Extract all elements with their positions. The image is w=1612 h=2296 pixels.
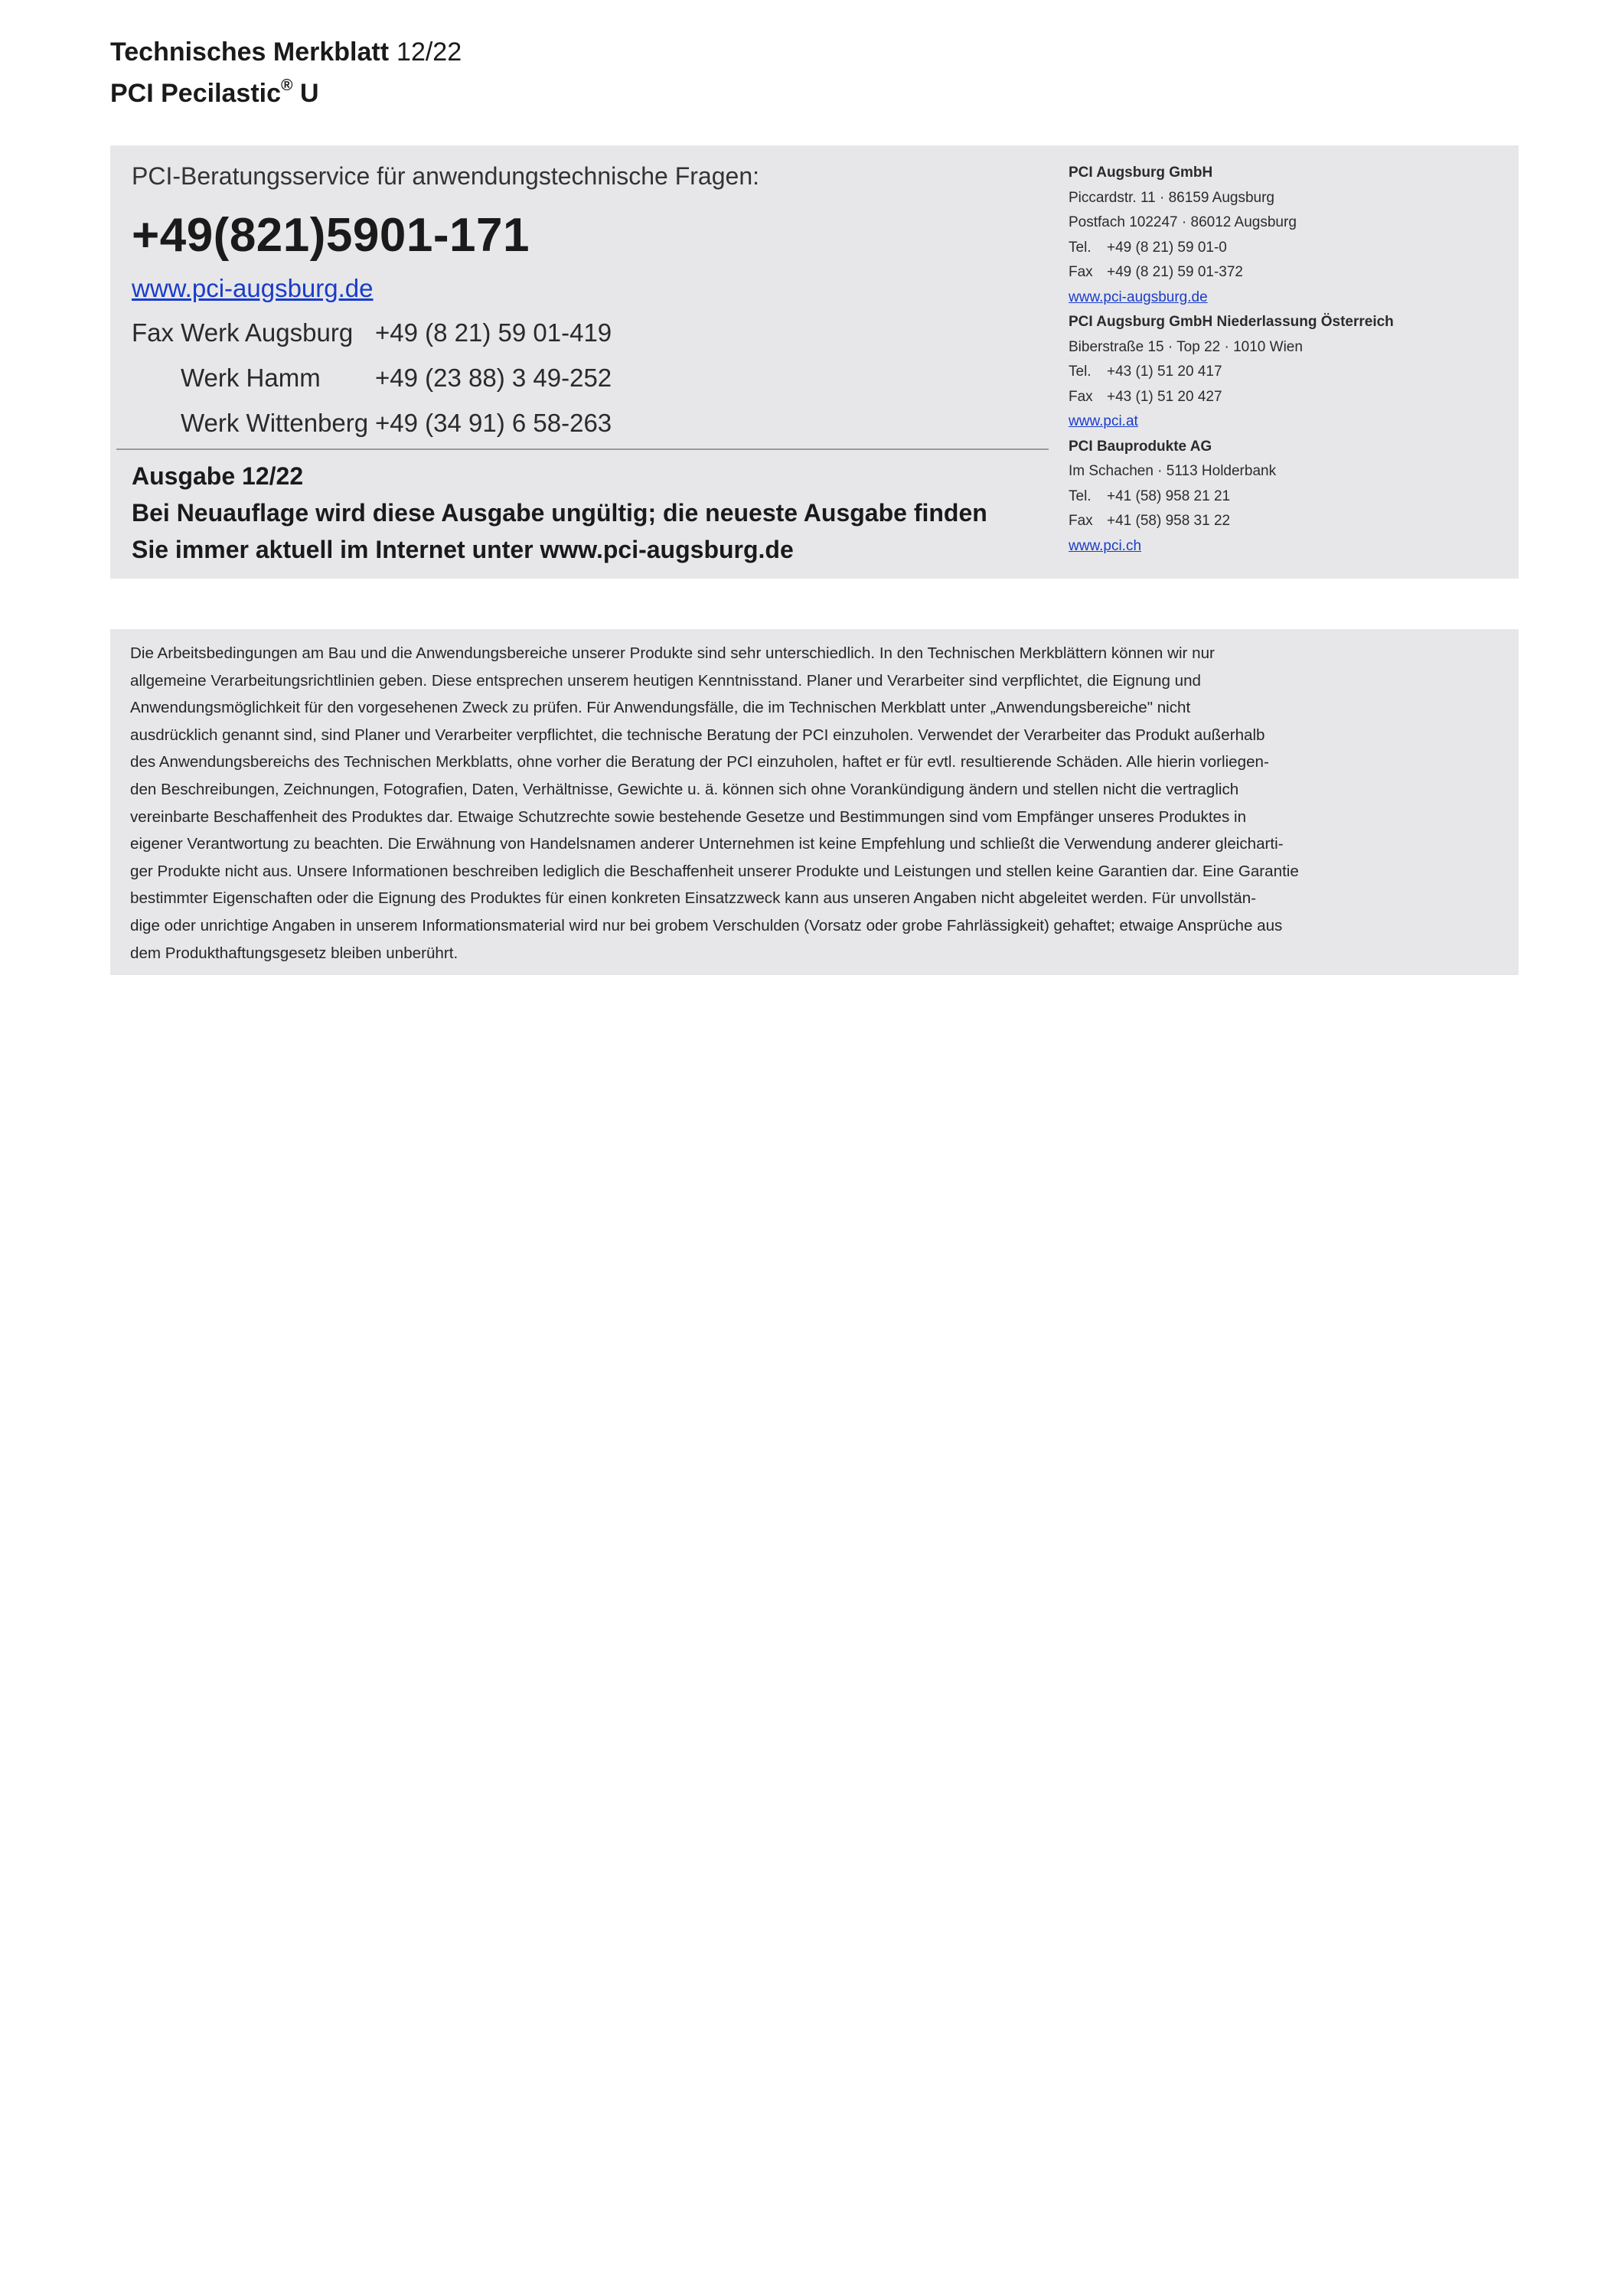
disclaimer-line: ger Produkte nicht aus. Unsere Informationen beschreiben lediglich die Beschaffenheit unserer Produkte und Leistungen und stellen keine Garantien dar. Eine Garantie [130,862,1299,880]
fax-label: Fax [1069,264,1093,280]
fax-label: Fax Werk Augsburg [132,318,354,347]
product-title [110,72,462,115]
website-link[interactable]: www.pci-augsburg.de [132,274,374,302]
registered-mark: ® [281,77,293,94]
disclaimer-line: des Anwendungsbereichs des Technischen Merkblatts, ohne vorher die Beratung der PCI einzuholen, haftet er für evtl. resultierende Schäden. Alle hierin vorliegen- [130,753,1269,771]
fax-line [1069,509,1505,534]
disclaimer-line: Die Arbeitsbedingungen am Bau und die Anwendungsbereiche unserer Produkte sind sehr unterschiedlich. In den Technischen Merkblättern können wir nur [130,644,1215,662]
phone-label: Tel. [1069,239,1092,256]
fax-label: Fax [1069,388,1093,405]
disclaimer-box [110,629,1519,975]
service-intro: PCI-Beratungsservice für anwendungstechnische Fragen: [132,162,759,190]
phone-label: Tel. [1069,488,1092,504]
company-web-link[interactable]: www.pci.ch [1069,537,1142,554]
product-name: PCI Pecilastic [110,79,282,108]
edition-label: Ausgabe 12/22 [132,462,304,490]
phone-number: +43 (1) 51 20 417 [1107,364,1222,380]
doc-type-line [110,32,462,72]
phone-label: Tel. [1069,364,1092,380]
fax-number: +49 (8 21) 59 01-372 [1107,264,1243,280]
fax-number: +49 (34 91) 6 58-263 [375,409,612,437]
fax-number: +41 (58) 958 31 22 [1107,513,1231,529]
disclaimer-text [130,640,1508,967]
disclaimer-line: allgemeine Verarbeitungsrichtlinien geben. Diese entsprechen unserem heutigen Kenntnisstand. Planer und Verarbeiter sind verpflichtet, die Eignung und [130,671,1201,690]
phone-line [1069,484,1505,510]
phone-number: +41 (58) 958 21 21 [1107,488,1231,504]
fax-label: Werk Hamm [181,364,321,392]
fax-label: Fax [1069,513,1093,529]
disclaimer-line: Anwendungsmöglichkeit für den vorgesehenen Zweck zu prüfen. Für Anwendungsfälle, die im Technischen Merkblatt unter „Anwendungsbereiche" nicht [130,699,1191,717]
street-address: Piccardstr. 11 · 86159 Augsburg [1069,189,1274,206]
disclaimer-line: dige oder unrichtige Angaben in unserem Informationsmaterial wird nur bei grobem Verschulden (Vorsatz oder grobe Fahrlässigkeit) gehaftet; etwaige Ansprüche aus [130,916,1283,934]
postbox-address: Postfach 102247 · 86012 Augsburg [1069,214,1297,230]
disclaimer-line: den Beschreibungen, Zeichnungen, Fotografien, Daten, Verhältnisse, Gewichte u. ä. können sich ohne Vorankündigung ändern und stellen nicht die vertraglich [130,780,1239,798]
divider [116,448,1049,450]
fax-number: +49 (23 88) 3 49-252 [375,364,612,392]
disclaimer-line: bestimmter Eigenschaften oder die Eignung des Produktes für einen konkreten Einsatzzweck kann aus unseren Angaben nicht abgeleitet werden. Für unvollstän- [130,889,1257,908]
document-header [110,32,462,115]
street-address: Biberstraße 15 · Top 22 · 1010 Wien [1069,338,1303,355]
edition-notice-line: Sie immer aktuell im Internet unter www.pci-augsburg.de [132,536,794,563]
fax-label: Werk Wittenberg [181,409,369,437]
company-name: PCI Augsburg GmbH [1069,165,1213,181]
service-box [110,145,1519,579]
doc-type: Technisches Merkblatt [110,38,390,67]
disclaimer-line: dem Produkthaftungsgesetz bleiben unberührt. [130,944,458,962]
phone-number: +49 (8 21) 59 01-0 [1107,239,1227,256]
hotline-number: +49(821)5901-171 [132,209,530,262]
disclaimer-line: vereinbarte Beschaffenheit des Produktes dar. Etwaige Schutzrechte sowie bestehende Gesetze und Bestimmungen sind vom Empfänger unseres Produktes in [130,807,1247,826]
disclaimer-line: eigener Verantwortung zu beachten. Die Erwähnung von Handelsnamen anderer Unternehmen ist keine Empfehlung und schließt die Verwendung anderer gleicharti- [130,835,1284,853]
fax-line [1069,385,1505,410]
company-name: PCI Augsburg GmbH Niederlassung Österreich [1069,314,1394,330]
street-address: Im Schachen · 5113 Holderbank [1069,463,1277,479]
product-suffix: U [299,79,319,108]
fax-line [1069,260,1505,285]
edition-notice-line: Bei Neuauflage wird diese Ausgabe ungültig; die neueste Ausgabe finden [132,499,987,527]
company-name: PCI Bauprodukte AG [1069,438,1212,455]
fax-number: +49 (8 21) 59 01-419 [375,318,612,347]
company-addresses [1069,161,1505,559]
fax-number: +43 (1) 51 20 427 [1107,388,1222,405]
company-web-link[interactable]: www.pci.at [1069,413,1138,429]
company-web-link[interactable]: www.pci-augsburg.de [1069,289,1208,305]
issue-date: 12/22 [396,38,462,67]
phone-line [1069,236,1505,261]
phone-line [1069,360,1505,385]
disclaimer-line: ausdrücklich genannt sind, sind Planer und Verarbeiter verpflichtet, die technische Beratung der PCI einzuholen. Verwendet der Verarbeiter das Produkt außerhalb [130,726,1265,744]
